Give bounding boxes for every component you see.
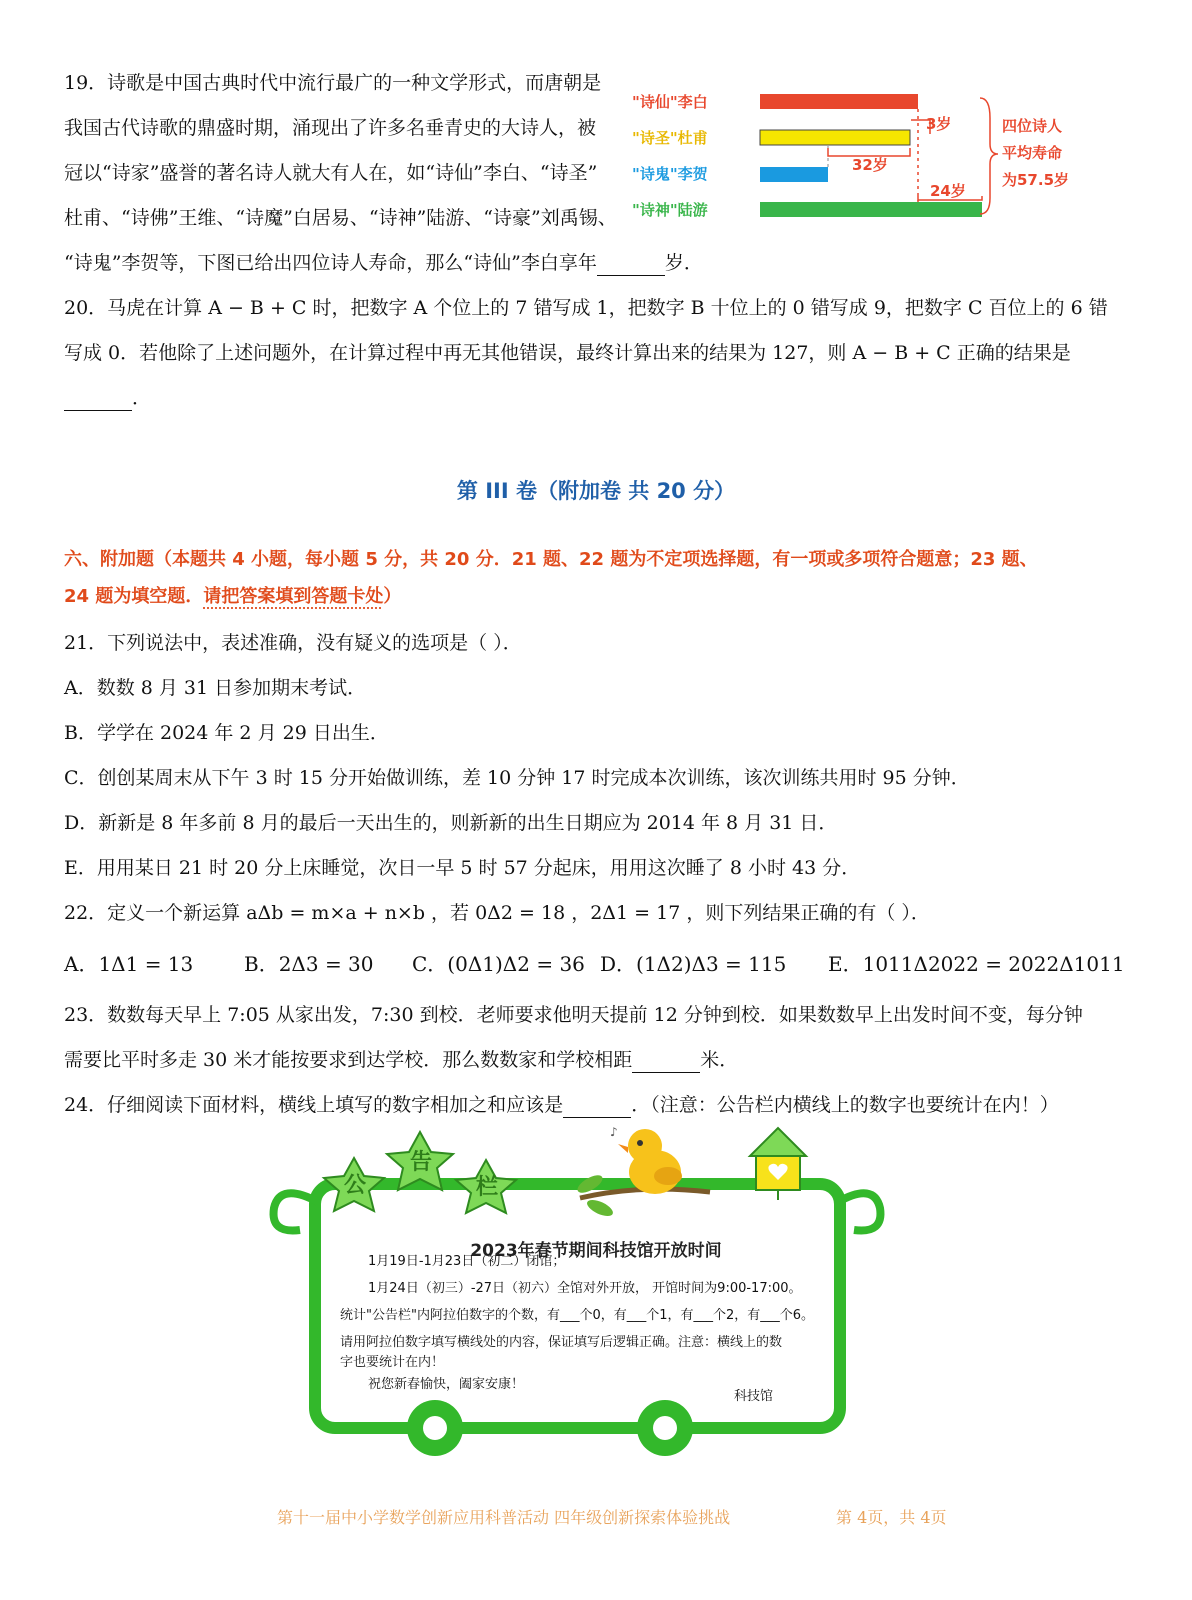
footer-right: 第 4页，共 4页 bbox=[836, 1508, 947, 1527]
q21-option-c: C．创创某周末从下午 3 时 15 分开始做训练，差 10 分钟 17 时完成本次训练，该次训练共用时 95 分钟． bbox=[64, 767, 970, 789]
q20-line-1: 20．马虎在计算 A − B + C 时，把数字 A 个位上的 7 错写成 1，把数字 B 十位上的 0 错写成 9，把数字 C 百位上的 6 错 bbox=[64, 297, 1108, 319]
q22-stem: 22．定义一个新运算 aΔb = m×a + n×b ，若 0Δ2 = 18 ，2Δ1 = 17 ，则下列结果正确的有（ ）． bbox=[64, 902, 930, 924]
lantern-roof bbox=[750, 1128, 806, 1156]
leaf-2 bbox=[585, 1197, 615, 1220]
chart-label-lu-you: "诗神"陆游 bbox=[632, 201, 708, 218]
board-line-1: 1月19日-1月23日（初二）闭馆； bbox=[368, 1254, 566, 1269]
bracket-32 bbox=[828, 148, 910, 156]
board-line-3: 统计"公告栏"内阿拉伯数字的个数，有___个0，有___个1，有___个2，有___个6。 bbox=[340, 1308, 815, 1323]
q24-line bbox=[64, 1092, 1059, 1118]
q23-line-1: 23．数数每天早上 7:05 从家出发，7:30 到校．老师要求他明天提前 12 分钟到校．如果数数早上出发时间不变，每分钟 bbox=[64, 1004, 1083, 1026]
chart-label-du-fu: "诗圣"杜甫 bbox=[632, 129, 708, 147]
q21-stem: 21．下列说法中，表述准确，没有疑义的选项是（ ）． bbox=[64, 632, 522, 654]
board-signature: 科技馆 bbox=[734, 1389, 774, 1404]
q19-line-3: 冠以“诗家”盛誉的著名诗人就大有人在，如“诗仙”李白、“诗圣” bbox=[64, 162, 598, 184]
q19-last-text: “诗鬼”李贺等，下图已给出四位诗人寿命，那么“诗仙”李白享年 bbox=[64, 252, 597, 274]
board-line-2: 1月24日（初三）-27日（初六）全馆对外开放， 开馆时间为9:00-17:00。 bbox=[368, 1281, 802, 1296]
annotation-32: 32岁 bbox=[852, 156, 888, 174]
bird-wing bbox=[654, 1167, 682, 1185]
brace-text-3: 为57.5岁 bbox=[1002, 171, 1070, 189]
q22-option-b: B．2Δ3 = 30 bbox=[244, 952, 374, 976]
part6-line-2a: 24 题为填空题． bbox=[64, 586, 204, 607]
bar-lu-you bbox=[760, 202, 982, 217]
q20-end: ． bbox=[132, 387, 152, 409]
footer-left: 第十一届中小学数学创新应用科普活动 四年级创新探索体验挑战 bbox=[277, 1508, 731, 1527]
part6-line-1: 六、附加题（本题共 4 小题，每小题 5 分，共 20 分．21 题、22 题为不定项选择题，有一项或多项符合题意；23 题、 bbox=[64, 549, 1038, 570]
annotation-24: 24岁 bbox=[930, 182, 966, 200]
part6-line-2c: ） bbox=[383, 586, 402, 607]
q24-note: ．（注意：公告栏内横线上的数字也要统计在内！） bbox=[631, 1094, 1059, 1116]
q19-answer-blank[interactable] bbox=[597, 255, 665, 276]
q24-answer-blank[interactable] bbox=[563, 1097, 631, 1118]
annotation-3: 3岁 bbox=[926, 115, 952, 133]
bird-head bbox=[628, 1129, 662, 1163]
q24-text: 24．仔细阅读下面材料，横线上填写的数字相加之和应该是 bbox=[64, 1094, 564, 1116]
brace-text-2: 平均寿命 bbox=[1002, 144, 1063, 162]
q21-option-a: A．数数 8 月 31 日参加期末考试． bbox=[64, 677, 367, 699]
section-title: 第 III 卷（附加卷 共 20 分） bbox=[456, 479, 736, 503]
brace-text-1: 四位诗人 bbox=[1002, 117, 1063, 135]
q23-answer-blank[interactable] bbox=[632, 1052, 700, 1073]
q22-option-d: D．(1Δ2)Δ3 = 115 bbox=[600, 952, 787, 976]
q23-unit: 米． bbox=[700, 1049, 739, 1071]
board-line-4: 请用阿拉伯数字填写横线处的内容，保证填写后逻辑正确。注意：横线上的数 bbox=[340, 1335, 783, 1350]
q19-line-5 bbox=[64, 250, 703, 276]
q20-line-2: 写成 0．若他除了上述问题外，在计算过程中再无其他错误，最终计算出来的结果为 127，则 A − B + C 正确的结果是 bbox=[64, 342, 1071, 364]
bird-eye bbox=[637, 1140, 643, 1146]
star-char-2: 告 bbox=[410, 1150, 433, 1175]
q22-option-a: A．1Δ1 = 13 bbox=[64, 952, 194, 976]
q22-option-e: E．1011Δ2022 = 2022Δ1011 bbox=[828, 952, 1125, 976]
star-char-1: 公 bbox=[344, 1173, 367, 1198]
chart-label-li-bai: "诗仙"李白 bbox=[632, 93, 708, 111]
q20-line-3 bbox=[64, 385, 151, 411]
board-line-6: 祝您新春愉快，阖家安康！ bbox=[368, 1377, 525, 1392]
q21-option-b: B．学学在 2024 年 2 月 29 日出生． bbox=[64, 722, 389, 744]
q21-option-d: D．新新是 8 年多前 8 月的最后一天出生的，则新新的出生日期应为 2014 年 8 月 31 日． bbox=[64, 812, 838, 834]
q19-line-1: 19．诗歌是中国古典时代中流行最广的一种文学形式，而唐朝是 bbox=[64, 72, 602, 94]
bar-li-he bbox=[760, 167, 828, 182]
star-char-3: 栏 bbox=[476, 1175, 499, 1200]
left-wheel-hub bbox=[423, 1416, 447, 1440]
q23-line-2 bbox=[64, 1047, 738, 1073]
bar-du-fu bbox=[760, 130, 910, 145]
bar-li-bai bbox=[760, 94, 918, 109]
q19-line-2: 我国古代诗歌的鼎盛时期，涌现出了许多名垂青史的大诗人，被 bbox=[64, 117, 597, 139]
music-note-icon: ♪ bbox=[610, 1125, 618, 1139]
chart-label-li-he: "诗鬼"李贺 bbox=[632, 165, 708, 183]
part6-line-2b: 请把答案填到答题卡处 bbox=[203, 586, 384, 607]
q22-option-c: C．(0Δ1)Δ2 = 36 bbox=[412, 952, 585, 976]
q23-text: 需要比平时多走 30 米才能按要求到达学校．那么数数家和学校相距 bbox=[64, 1049, 633, 1071]
right-wheel-hub bbox=[653, 1416, 677, 1440]
board-title: 2023年春节期间科技馆开放时间 bbox=[470, 1241, 722, 1261]
q21-option-e: E．用用某日 21 时 20 分上床睡觉，次日一早 5 时 57 分起床，用用这次睡了 8 小时 43 分． bbox=[64, 857, 861, 879]
q20-answer-blank[interactable] bbox=[64, 390, 132, 411]
part6-line-2 bbox=[64, 582, 401, 608]
board-line-5: 字也要统计在内！ bbox=[340, 1355, 445, 1370]
lifespan-chart bbox=[630, 88, 1100, 218]
bird-beak bbox=[618, 1144, 628, 1153]
q19-line-4: 杜甫、“诗佛”王维、“诗魔”白居易、“诗神”陆游、“诗豪”刘禹锡、 bbox=[64, 207, 617, 229]
q19-last-unit: 岁． bbox=[664, 252, 703, 274]
